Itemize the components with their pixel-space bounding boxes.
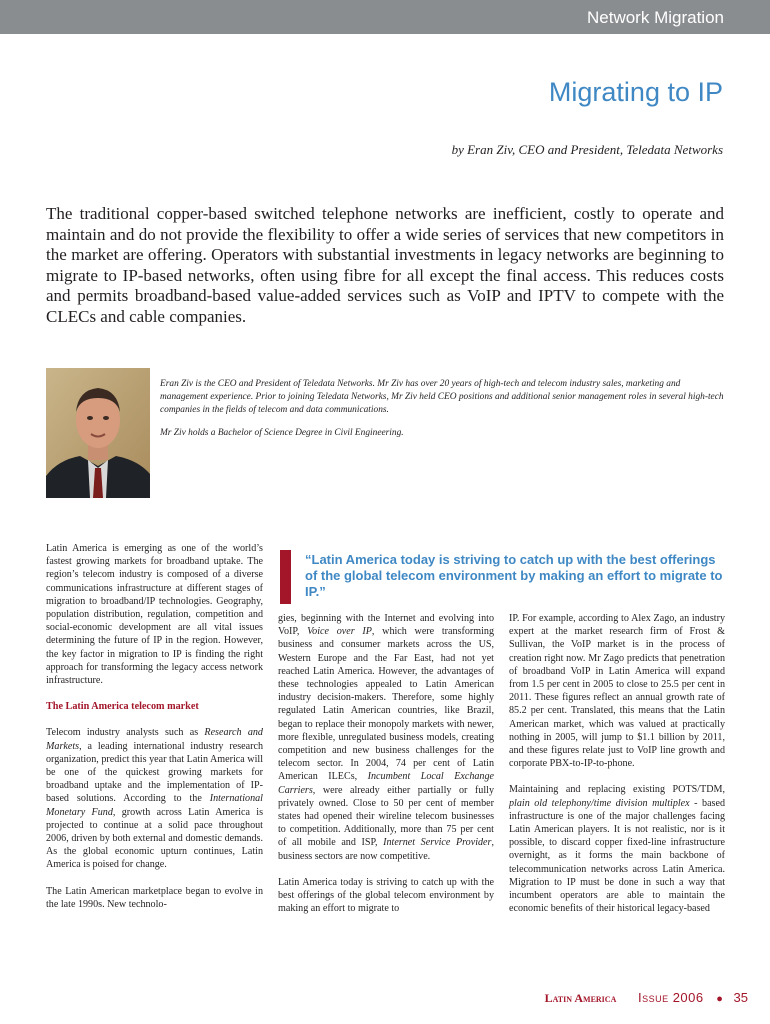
- author-bio-paragraph: Eran Ziv is the CEO and President of Teledata Networks. Mr Ziv has over 20 years of high-tech and telecom industry sales, marketing and management experience. Prior to joining Teledata Networks, Mr Ziv held CEO positions and additional senior management roles in several high-tech companies in the fields of telecom and data communications.: [160, 379, 724, 415]
- issue-label: Issue 2006: [637, 990, 704, 1005]
- body-paragraph: Telecom industry analysts such as Research and Markets, a leading international industry research organization, predict this year that Latin America will be one of the quickest growing markets for broadband uptake and the implementation of IP-based solutions. According to the International Monetary Fund, growth across Latin America is projected to continue at a solid pace throughout 2006, driven by both external and domestic demands. As the global economic upturn continues, Latin America is poised for change.: [46, 727, 264, 871]
- pullquote: “Latin America today is striving to catch up with the best offerings of the global telecom environment by making an effort to migrate to IP.”: [305, 552, 723, 599]
- body-paragraph: Maintaining and replacing existing POTS/TDM, plain old telephony/time division multiplex - based infrastructure is one of the major challenges facing Latin American players. It is not realistic, nor is it possible, to discard copper fixed-line infrastructure overnight, as it forms the main backbone of telecommunication networks across Latin America. Migration to IP must be done in such a way that incumbent operators are able to maintain the economic benefits of their historical legacy-based: [509, 784, 726, 915]
- page-footer: [545, 990, 748, 1006]
- magazine-name: Latin America: [544, 991, 617, 1005]
- page-number: 35: [733, 990, 748, 1005]
- body-paragraph: Latin America today is striving to catch up with the best offerings of the global telecom environment by making an effort to migrate to: [278, 876, 494, 915]
- article-byline: by Eran Ziv, CEO and President, Teledata Networks: [451, 142, 723, 157]
- bullet-icon: ●: [716, 993, 723, 1005]
- article-title: Migrating to IP: [548, 77, 723, 107]
- author-portrait-image: [46, 368, 150, 498]
- article-intro: The traditional copper-based switched telephone networks are inefficient, costly to operate and maintain and do not provide the flexibility to offer a wide series of services that new competitors in the market are offering. Operators with substantial investments in legacy networks are beginning to migrate to IP-based networks, often using fibre for all except the final access. This reduces costs and permits broadband-based value-added services such as VoIP and IPTV to compete with the CLECs and cable companies.: [46, 204, 724, 326]
- body-column-3: [509, 612, 725, 928]
- section-header-bar: [0, 0, 770, 34]
- section-title: Network Migration: [587, 8, 724, 27]
- pullquote-accent-bar: [280, 550, 291, 604]
- body-paragraph: gies, beginning with the Internet and evolving into VoIP, Voice over IP, which were transforming business and consumer markets across the US, Western Europe and the Far East, had not yet reached Latin America. However, the advantages of these technologies appealed to Latin American industry decision-makers. Therefore, some highly regulated Latin American countries, like Brazil, began to replace their monopoly markets with newer, more flexible, unregulated business models, creating competition and new business challenges for the telecom sector. In 2004, 74 per cent of Latin American ILECs, Incumbent Local Exchange Carriers, were already either partially or fully privately owned. Close to 50 per cent of member states had opened their wireline telecom businesses to competition. Additionally, more than 75 per cent of all mobile and ISP, Internet Service Provider, business sectors are now competitive.: [278, 613, 495, 862]
- section-heading: The Latin America telecom market: [46, 701, 199, 713]
- author-bio-degree: Mr Ziv holds a Bachelor of Science Degree in Civil Engineering.: [160, 428, 404, 438]
- body-paragraph: The Latin American marketplace began to evolve in the late 1990s. New technolo-: [46, 885, 263, 910]
- body-paragraph: Latin America is emerging as one of the world’s fastest growing markets for broadband uptake. The region’s telecom industry is composed of a diverse communications infrastructure at different stages of migration to broadband/IP technologies. Geography, population distribution, regulation, competition and social-economic development are all vital issues determining the future of IP in the region. However, the key factor in migration to IP is finding the right approach for transforming the legacy access network infrastructure.: [46, 543, 263, 687]
- body-paragraph: IP. For example, according to Alex Zago, an industry expert at the market research firm of Frost & Sullivan, the VoIP market is in the process of creation right now. Mr Zago predicts that penetration of broadband VoIP in Latin America will expand from 1.5 per cent in 2005 to close to 25.5 per cent in 2011. These figures reflect an annual growth rate of 85.2 per cent. Translated, this means that the Latin American market, which was valued at practically nothing in 2005, will jump to $1.1 billion by 2011, and these figures relate just to VoIP line growth and corporate PBX-to-IP-to-phone.: [509, 613, 725, 770]
- author-photo: [46, 368, 150, 498]
- body-column-2: [278, 612, 494, 928]
- body-column-1: [46, 542, 263, 924]
- author-bio: [160, 378, 726, 450]
